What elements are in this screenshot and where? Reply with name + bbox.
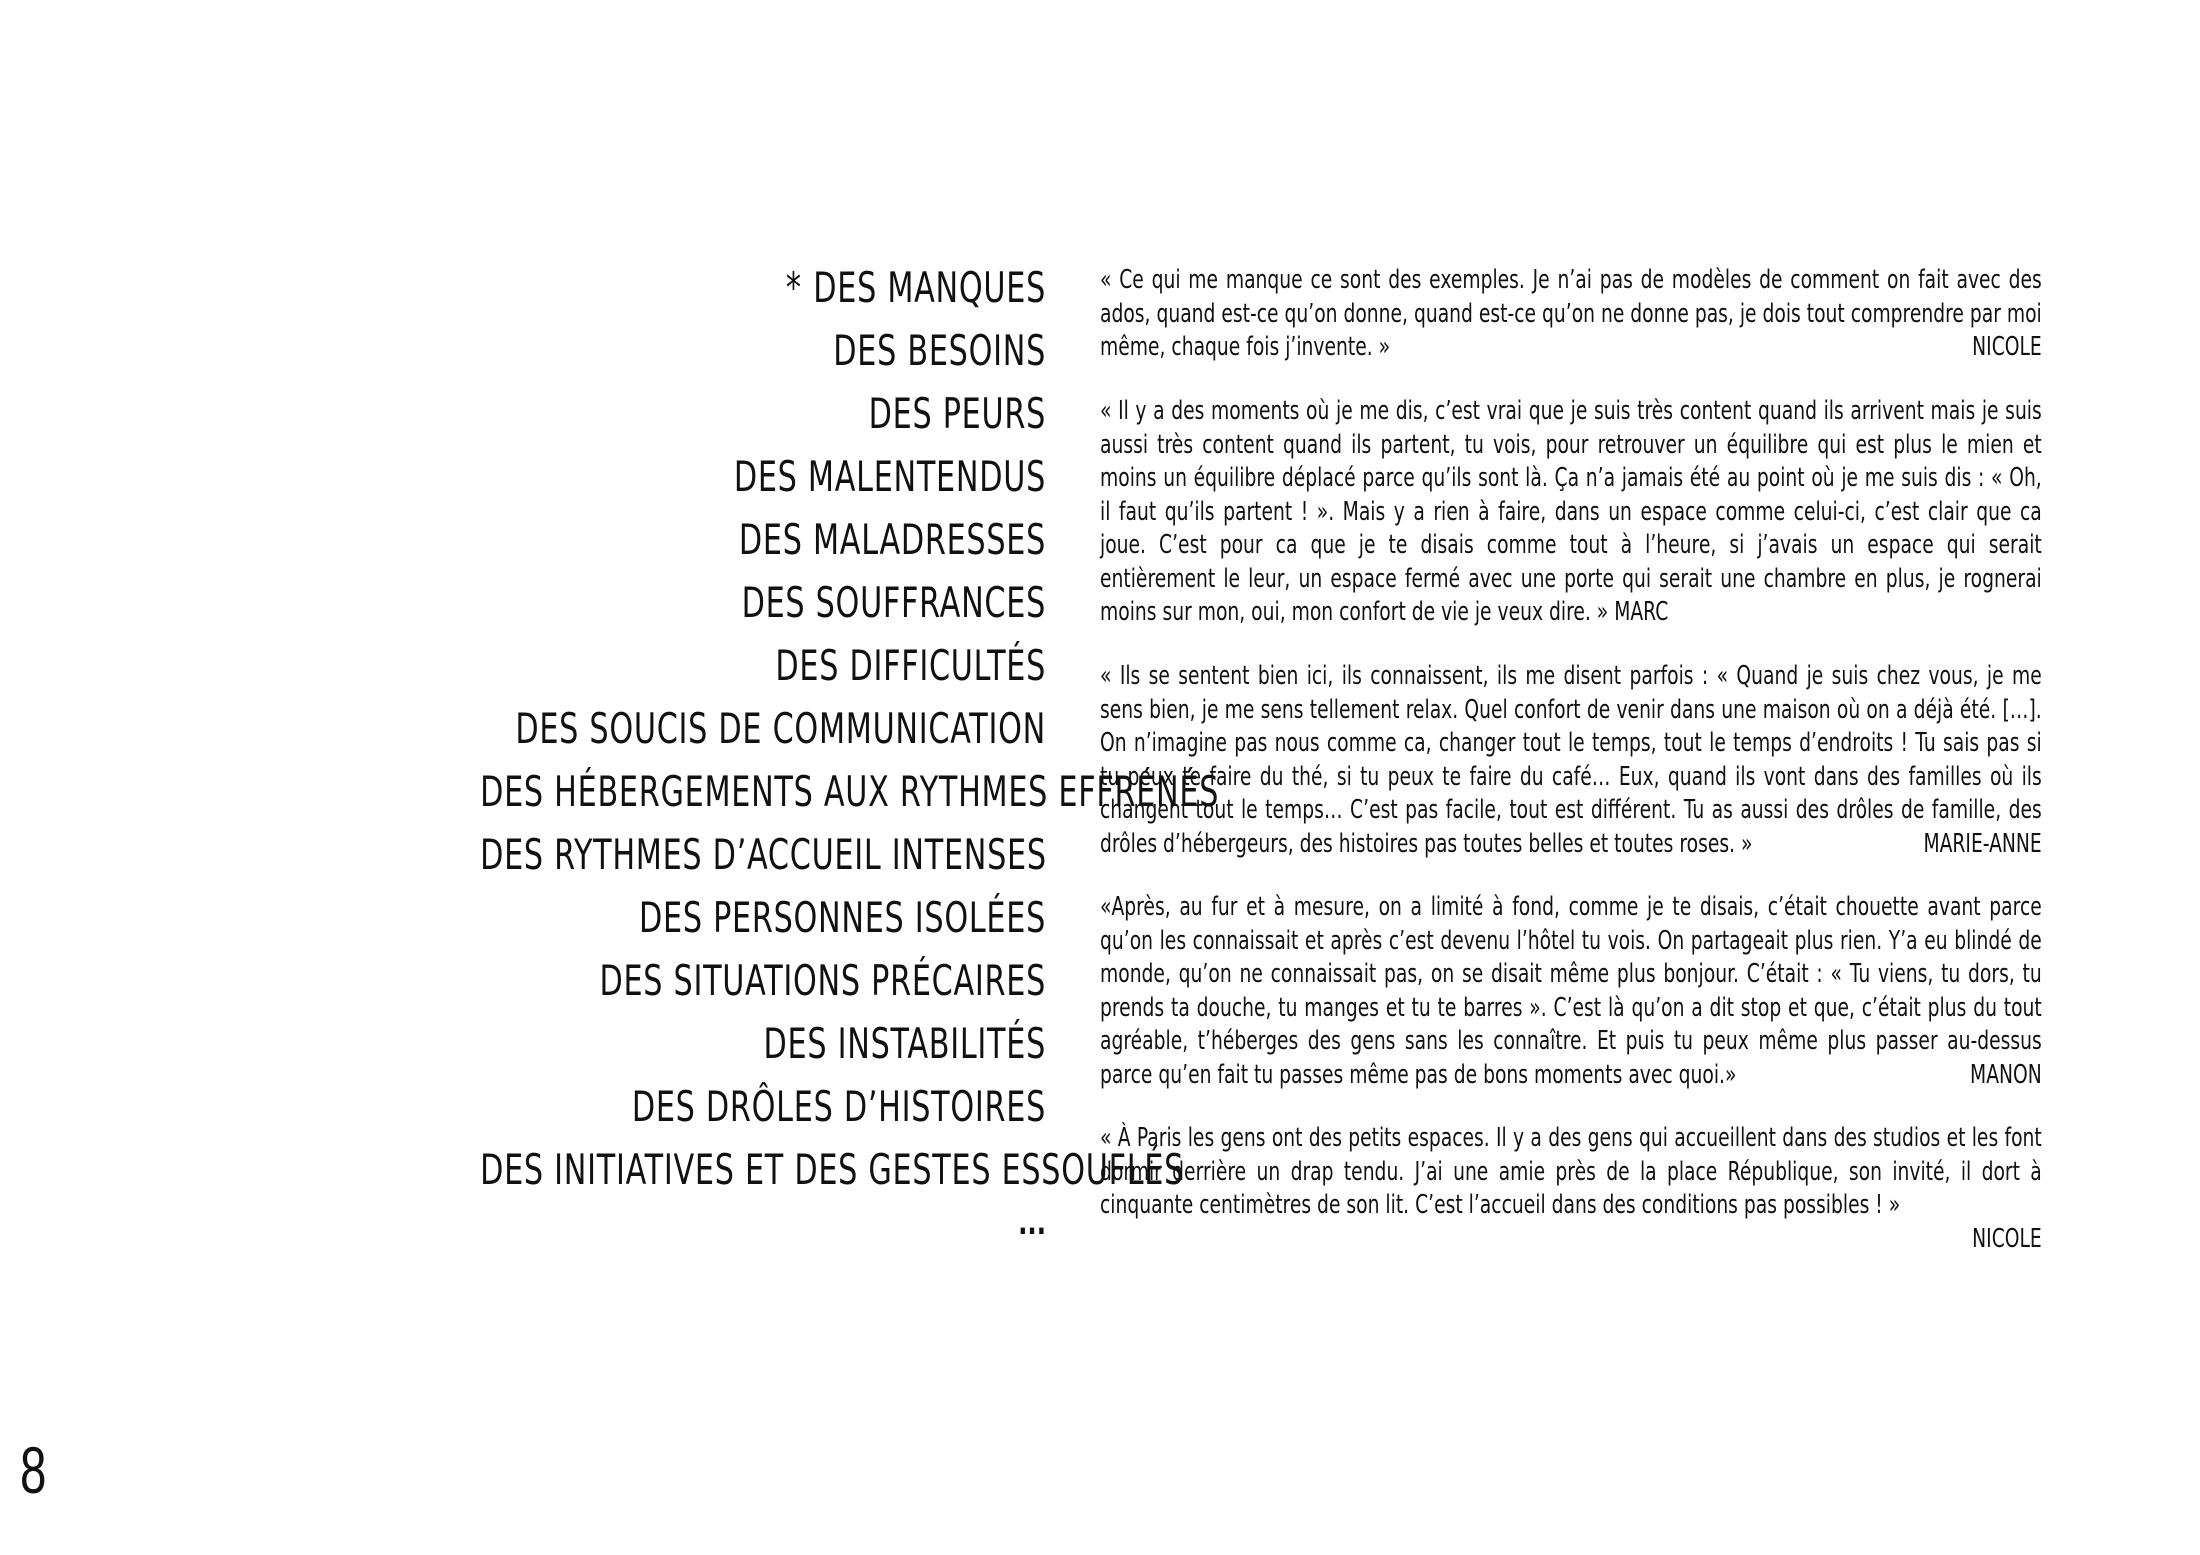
quote-author: NICOLE [1972,332,2042,362]
quote-author: MANON [1970,1059,2042,1090]
quote-text [1100,1122,2042,1256]
testimonials [1100,264,2042,1286]
list-item: DES INITIATIVES ET DES GESTES ESSOUFLÉS [480,1145,1185,1194]
list-item: DES DRÔLES D’HISTOIRES [631,1082,1046,1131]
quote-text [1100,891,2042,1092]
list-item: DES PEURS [868,389,1046,438]
quote-text [1100,395,2042,630]
list-item: DES RYTHMES D’ACCUEIL INTENSES [480,830,1047,879]
quote-block [1100,395,2042,630]
list-item: DES SOUFFRANCES [741,578,1046,627]
list-item: DES MALENTENDUS [733,452,1046,501]
list-item: DES SOUCIS DE COMMUNICATION [515,704,1046,753]
list-item: DES MALADRESSES [738,515,1046,564]
quote-author: NICOLE [1972,1223,2042,1254]
needs-list [260,256,1220,1245]
quote-block [1100,660,2042,861]
list-ellipsis: ... [1018,1203,1046,1243]
list-item: DES DIFFICULTÉS [775,641,1046,690]
list-item: DES BESOINS [833,326,1046,375]
quote-body: «Après, au fur et à mesure, on a limité à fond, comme je te disais, c’était chouette avant parce qu’on les connaissait et après c’est devenu l’hôtel tu vois. On partageait plus rien. Y’a eu blindé de monde, qu’on ne connaissait pas, on se disait même plus bonjour. C’était : « Tu viens, tu dors, tu prends ta douche, tu manges et tu te barres ». C’est là qu’on a dit stop et que, c’était plus du tout agréable, t’héberges des gens sans les connaître. Et puis tu peux même plus passer au-dessus parce qu’en fait tu passes même pas de bons moments avec quoi.» [1100,892,2042,1090]
page-number: 8 [20,1433,48,1507]
quote-body: « Ce qui me manque ce sont des exemples. Je n’ai pas de modèles de comment on fait avec des ados, quand est-ce qu’on donne, quand est-ce qu’on ne donne pas, je dois tout comprendre par moi même, chaque fois j’invente. » [1100,265,2042,362]
list-item [480,256,1046,319]
quote-author: MARIE-ANNE [1923,828,2042,859]
quote-body: « Il y a des moments où je me dis, c’est vrai que je suis très content quand ils arrivent mais je suis aussi très content quand ils partent, tu vois, pour retrouver un équilibre qui est plus le mien et moins un équilibre déplacé parce qu’ils sont là. Ça n’a jamais été au point où je me suis dis : « Oh, il faut qu’ils partent ! ». Mais y a rien à faire, dans un espace comme celui-ci, c’est clair que ca joue. C’est pour ca que je te disais comme tout à l’heure, si j’avais un espace qui serait entièrement le leur, un espace fermé avec une porte qui serait une chambre en plus, je rognerai moins sur mon, oui, mon confort de vie je veux dire. » [1100,396,2042,627]
quote-block [1100,1122,2042,1256]
list-item: DES INSTABILITÉS [763,1019,1046,1068]
asterisk-icon: * [785,263,802,312]
quote-block [1100,891,2042,1092]
quote-author: MARC [1614,597,1669,627]
quote-text [1100,264,2042,365]
list-item: DES SITUATIONS PRÉCAIRES [599,956,1046,1005]
list-item: DES PERSONNES ISOLÉES [638,893,1046,942]
quote-body: « Ils se sentent bien ici, ils connaissent, ils me disent parfois : « Quand je suis chez vous, je me sens bien, je me sens tellement relax. Quel confort de venir dans une maison où on a déjà été. […]. On n’imagine pas nous comme ca, changer tout le temps, tout le temps d’endroits ! Tu sais pas si tu peux te faire du thé, si tu peux te faire du café… Eux, quand ils vont dans des familles où ils changent tout le temps… C’est pas facile, tout est différent. Tu as aussi des drôles de famille, des drôles d’hébergeurs, des histoires pas toutes belles et toutes roses. » [1100,661,2042,859]
list-item-label: DES MANQUES [813,263,1046,312]
quote-body: « À Paris les gens ont des petits espaces. Il y a des gens qui accueillent dans des studios et les font dormir derrière un drap tendu. J’ai une amie près de la place République, son invité, il dort à cinquante centimètres de son lit. C’est l’accueil dans des conditions pas possibles ! » [1100,1123,2042,1220]
quote-block [1100,264,2042,365]
quote-text [1100,660,2042,861]
list-item: DES HÉBERGEMENTS AUX RYTHMES EFFRÉNÉS [480,767,1220,816]
